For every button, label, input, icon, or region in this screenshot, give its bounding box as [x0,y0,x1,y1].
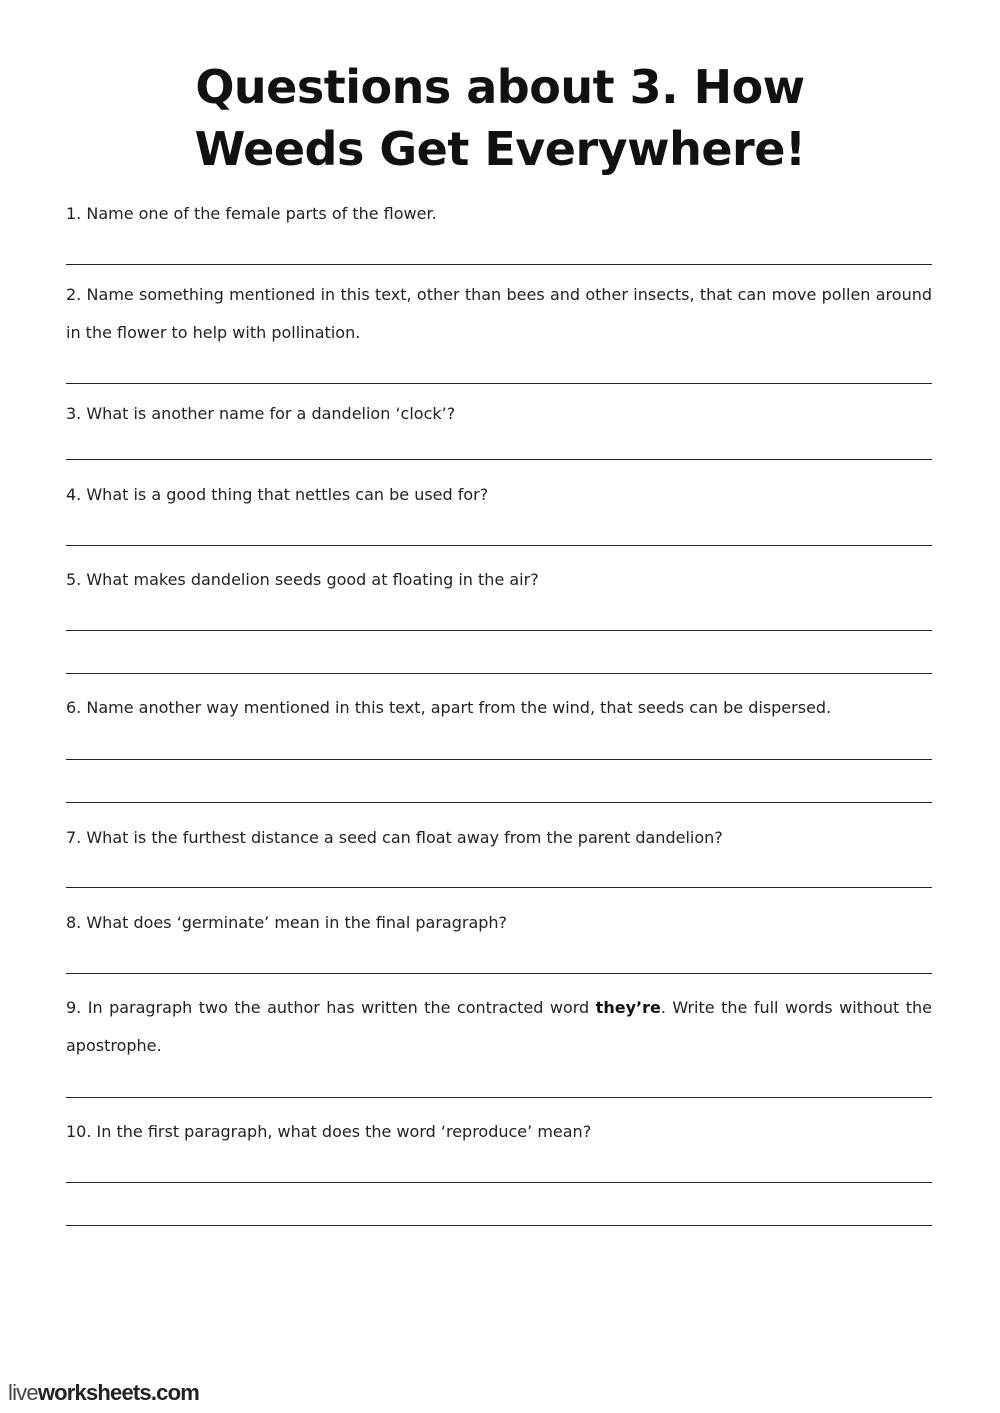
question-6: 6. Name another way mentioned in this text, apart from the wind, that seeds can be dispersed. [66,698,832,717]
question-2: 2. Name something mentioned in this text, other than bees and other insects, that can move pollen around in the flower to help with pollination. [66,285,932,342]
question-1: 1. Name one of the female parts of the flower. [66,204,437,223]
answer-line-9[interactable] [66,1097,932,1098]
answer-line-5a[interactable] [66,630,932,631]
answer-line-1[interactable] [66,264,932,265]
answer-line-6a[interactable] [66,759,932,760]
liveworksheets-logo [8,1380,199,1406]
question-4: 4. What is a good thing that nettles can be used for? [66,485,489,504]
answer-line-10b[interactable] [66,1225,932,1226]
answer-line-10a[interactable] [66,1182,932,1183]
answer-line-4[interactable] [66,545,932,546]
logo-live: live [8,1380,38,1405]
question-5: 5. What makes dandelion seeds good at floating in the air? [66,570,539,589]
title-line-1: Questions about 3. How [195,60,805,114]
worksheet-title [0,56,1000,180]
answer-line-2[interactable] [66,383,932,384]
answer-line-6b[interactable] [66,802,932,803]
logo-worksheets: worksheets.com [37,1380,200,1405]
answer-line-3[interactable] [66,459,932,460]
question-10: 10. In the first paragraph, what does the word ‘reproduce’ mean? [66,1122,592,1141]
question-9-before: 9. In paragraph two the author has written the contracted word [66,998,596,1017]
question-7: 7. What is the furthest distance a seed can float away from the parent dandelion? [66,828,723,847]
answer-line-5b[interactable] [66,673,932,674]
title-line-2: Weeds Get Everywhere! [194,122,806,176]
question-9-after: . Write the full words without the apostrophe. [66,998,933,1055]
question-9-bold-word: they’re [595,998,661,1017]
answer-line-8[interactable] [66,973,932,974]
question-9 [66,989,932,1065]
answer-line-7[interactable] [66,887,932,888]
question-8: 8. What does ‘germinate’ mean in the final paragraph? [66,913,508,932]
question-3: 3. What is another name for a dandelion ‘clock’? [66,404,456,423]
